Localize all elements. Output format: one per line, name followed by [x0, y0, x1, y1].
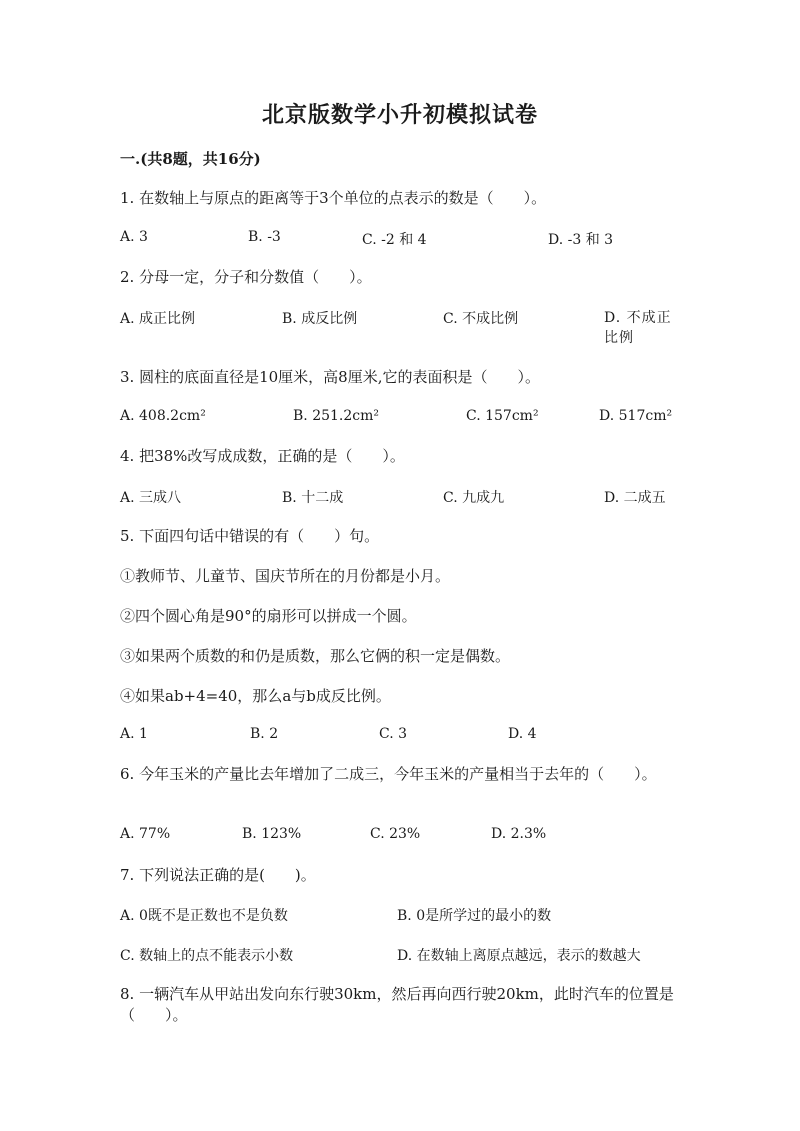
question-6-option-d: D. 2.3% — [491, 826, 547, 842]
question-8-stem: 8. 一辆汽车从甲站出发向东行驶30km，然后再向西行驶20km，此时汽车的位置是（ ）。 — [120, 985, 674, 1024]
question-2-option-c: C. 不成比例 — [443, 311, 519, 327]
question-4-option-a: A. 三成八 — [120, 490, 182, 506]
question-2-option-b: B. 成反比例 — [282, 311, 358, 327]
question-5-option-c: C. 3 — [379, 726, 408, 742]
question-3-option-c: C. 157cm² — [466, 408, 539, 424]
question-7-option-b: B. 0是所学过的最小的数 — [397, 908, 552, 924]
question-3-stem: 3. 圆柱的底面直径是10厘米，高8厘米,它的表面积是（ ）。 — [120, 368, 540, 386]
question-5-statement-4: ④如果ab+4=40，那么a与b成反比例。 — [120, 687, 391, 705]
question-7-option-c: C. 数轴上的点不能表示小数 — [120, 948, 294, 964]
question-1-option-b: B. -3 — [248, 229, 281, 245]
question-2-option-a: A. 成正比例 — [120, 311, 196, 327]
question-1-option-d: D. -3 和 3 — [548, 232, 614, 248]
question-3-option-a: A. 408.2cm² — [120, 408, 206, 424]
question-5-option-b: B. 2 — [250, 726, 279, 742]
question-7-stem: 7. 下列说法正确的是( )。 — [120, 866, 316, 884]
question-5-option-a: A. 1 — [120, 726, 148, 742]
question-4-option-d: D. 二成五 — [604, 490, 666, 506]
question-6-option-c: C. 23% — [370, 826, 421, 842]
question-7-option-d: D. 在数轴上离原点越远，表示的数越大 — [397, 948, 641, 964]
question-2-stem: 2. 分母一定，分子和分数值（ ）。 — [120, 268, 372, 286]
question-1-option-c: C. -2 和 4 — [362, 232, 427, 248]
page-title: 北京版数学小升初模拟试卷 — [261, 102, 538, 128]
question-2-option-d: D. 不成正比例 — [604, 310, 672, 346]
question-5-statement-3: ③如果两个质数的和仍是质数，那么它俩的积一定是偶数。 — [120, 647, 511, 665]
question-4-option-c: C. 九成九 — [443, 490, 505, 506]
question-3-option-d: D. 517cm² — [599, 408, 673, 424]
question-5-option-d: D. 4 — [508, 726, 537, 742]
question-1-option-a: A. 3 — [120, 229, 148, 245]
question-5-statement-2: ②四个圆心角是90°的扇形可以拼成一个圆。 — [120, 607, 417, 625]
section-heading: 一.(共8题，共16分) — [120, 150, 261, 168]
question-5-stem: 5. 下面四句话中错误的有（ ）句。 — [120, 527, 380, 545]
question-6-option-b: B. 123% — [242, 826, 302, 842]
question-6-option-a: A. 77% — [120, 826, 171, 842]
question-6-stem: 6. 今年玉米的产量比去年增加了二成三，今年玉米的产量相当于去年的（ ）。 — [120, 765, 657, 783]
question-3-option-b: B. 251.2cm² — [293, 408, 379, 424]
question-4-option-b: B. 十二成 — [282, 490, 344, 506]
question-4-stem: 4. 把38%改写成成数，正确的是（ ）。 — [120, 447, 405, 465]
question-7-option-a: A. 0既不是正数也不是负数 — [120, 908, 288, 924]
question-5-statement-1: ①教师节、儿童节、国庆节所在的月份都是小月。 — [120, 567, 451, 585]
question-1-stem: 1. 在数轴上与原点的距离等于3个单位的点表示的数是（ ）。 — [120, 189, 547, 207]
